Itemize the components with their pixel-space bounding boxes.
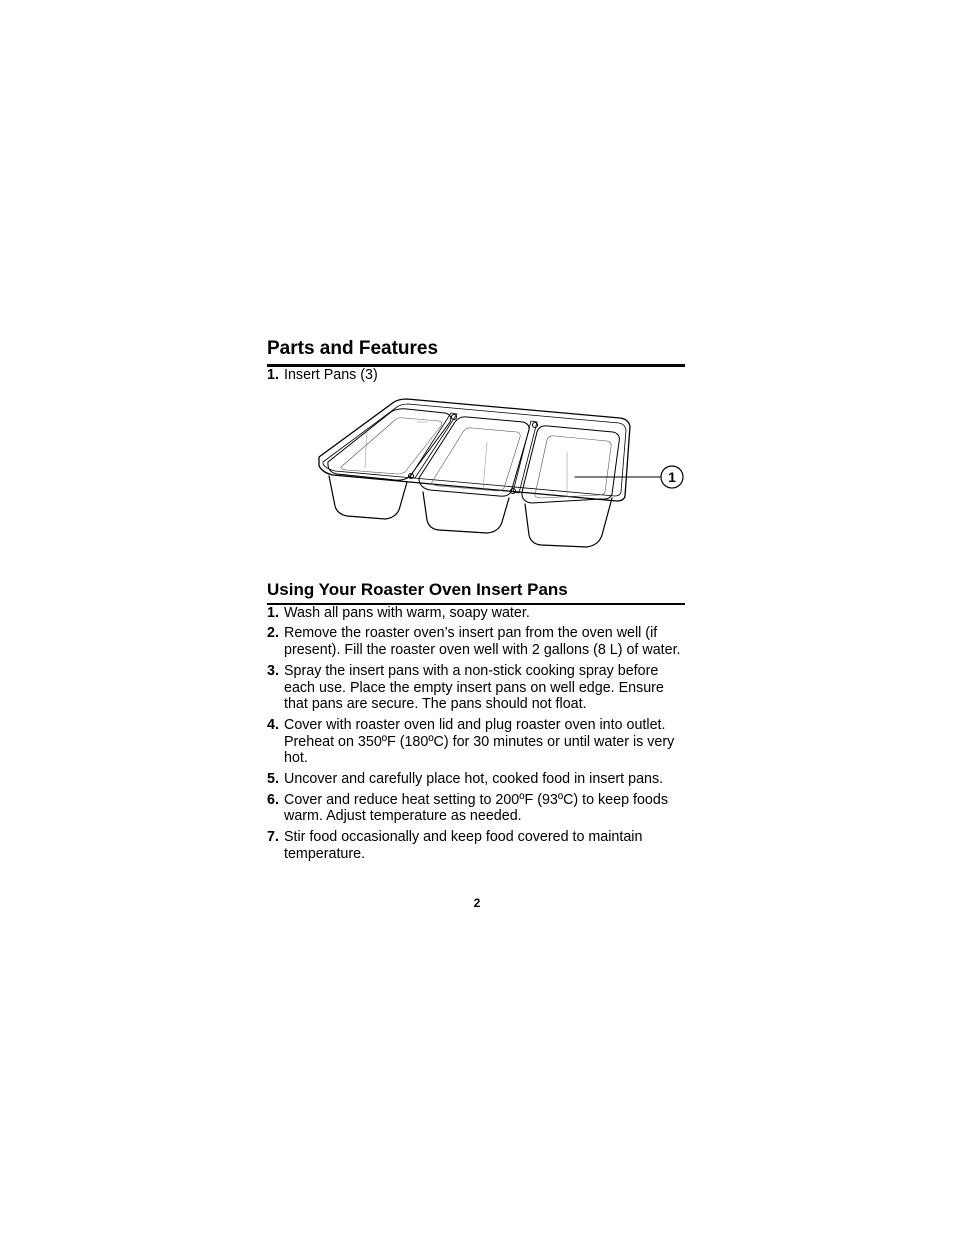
step-text: Spray the insert pans with a non-stick cooking spray before each use. Place the empty insert pans on well edge. Ensure that pans are secure. The pans should not float. — [284, 662, 664, 713]
step-item — [267, 829, 685, 862]
step-item — [267, 663, 685, 713]
step-number: 4. — [267, 716, 279, 733]
insert-pans-illustration-icon — [267, 392, 685, 562]
step-text: Cover and reduce heat setting to 200ºF (93ºC) to keep foods warm. Adjust temperature as needed. — [284, 791, 668, 825]
step-number: 6. — [267, 791, 279, 808]
using-steps-list — [267, 605, 685, 863]
callout-number: 1 — [668, 468, 676, 485]
item-number: 1. — [267, 367, 279, 383]
step-item — [267, 771, 685, 788]
step-text: Wash all pans with warm, soapy water. — [284, 604, 530, 621]
parts-list-item — [267, 367, 685, 384]
step-item — [267, 625, 685, 658]
step-text: Uncover and carefully place hot, cooked food in insert pans. — [284, 771, 664, 788]
step-item — [267, 717, 685, 767]
item-text: Insert Pans (3) — [284, 367, 378, 383]
step-number: 5. — [267, 771, 279, 788]
step-item — [267, 605, 685, 622]
parts-list — [267, 367, 685, 384]
page-number: 2 — [473, 896, 481, 910]
step-number: 2. — [267, 625, 279, 642]
step-text: Cover with roaster oven lid and plug roaster oven into outlet. Preheat on 350ºF (180ºC) for 30 minutes or until water is very hot. — [284, 716, 675, 767]
step-item — [267, 792, 685, 825]
using-section — [267, 580, 685, 863]
insert-pans-figure — [267, 392, 685, 562]
step-number: 7. — [267, 829, 279, 846]
manual-page-content — [267, 338, 685, 867]
using-insert-pans-heading: Using Your Roaster Oven Insert Pans — [267, 580, 685, 605]
step-text: Remove the roaster oven’s insert pan from the oven well (if present). Fill the roaster oven well with 2 gallons (8 L) of water. — [284, 625, 681, 659]
step-text: Stir food occasionally and keep food covered to maintain temperature. — [284, 829, 643, 862]
step-number: 1. — [267, 604, 279, 621]
step-number: 3. — [267, 662, 279, 679]
parts-and-features-heading: Parts and Features — [267, 338, 685, 367]
